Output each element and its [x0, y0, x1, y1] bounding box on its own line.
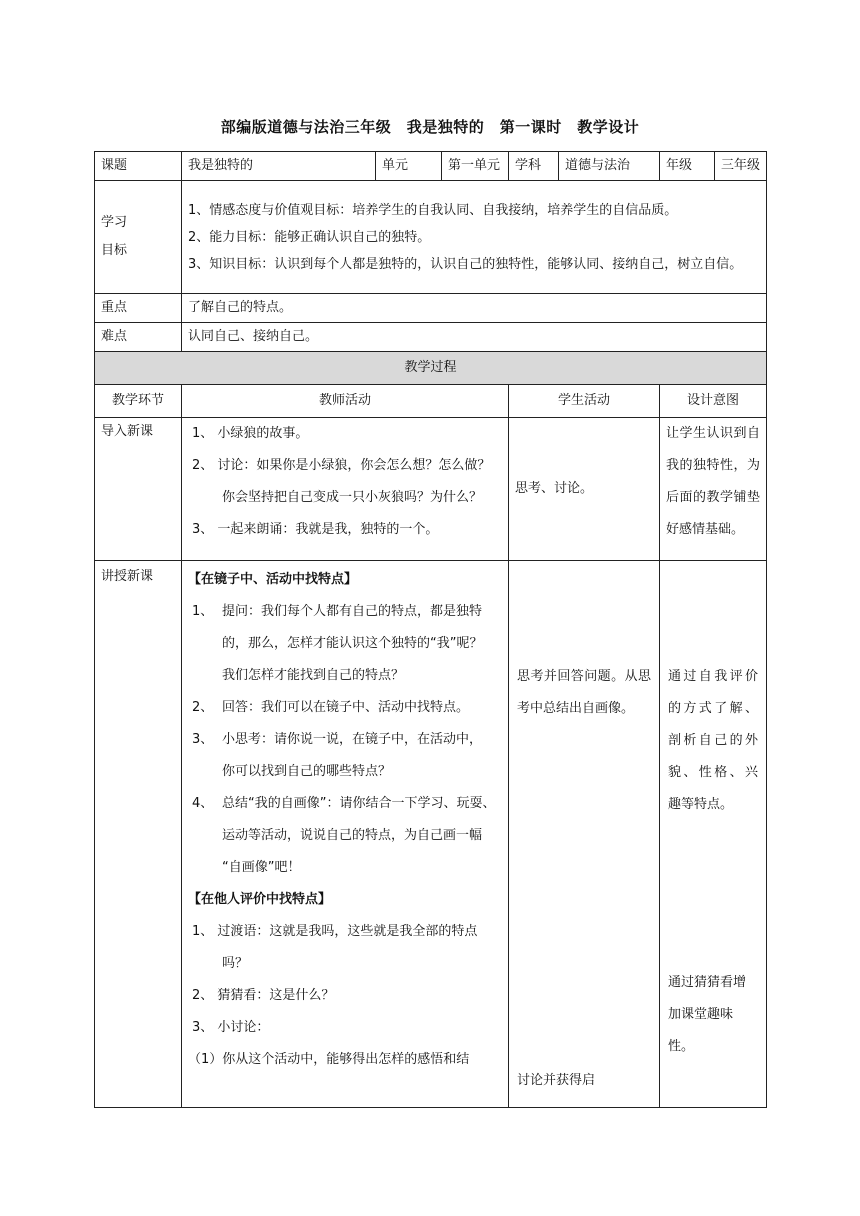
intro-item: 3、 一起来朗诵：我就是我，独特的一个。: [192, 522, 439, 537]
item-number: 3、: [192, 732, 214, 747]
item-text: 回答：我们可以在镜子中、活动中找特点。: [222, 700, 470, 715]
lesson-label: 课题: [95, 152, 182, 181]
info-row: [95, 152, 767, 181]
item-text: 总结“我的自画像”：请你结合一下学习、玩耍、: [222, 796, 496, 811]
item-number: 2、: [192, 700, 214, 715]
teach-design-text1: 通过自我评价的方式了解、剖析自己的外貌、性格、兴趣等特点。: [668, 669, 758, 812]
item-text: 提问：我们每个人都有自己的特点，都是独特: [222, 604, 483, 619]
goal-item: 1、情感态度与价值观目标：培养学生的自我认同、自我接纳，培养学生的自信品质。: [188, 202, 678, 218]
intro-item: 1、 小绿狼的故事。: [192, 426, 309, 441]
key-point-row: [95, 294, 767, 323]
teach-item: 3、 小讨论：: [192, 1020, 270, 1035]
section-heading: 【在他人评价中找特点】: [188, 892, 332, 907]
intro-student: 思考、讨论。: [509, 418, 660, 561]
teach-item: [188, 692, 502, 724]
goals-row: [95, 181, 767, 294]
grade-label: 年级: [660, 152, 715, 181]
subject-label: 学科: [509, 152, 559, 181]
lesson-value: 我是独特的: [182, 152, 376, 181]
teach-design-text2: 通过猜猜看增加课堂趣味性。: [668, 975, 747, 1054]
grade-value: 三年级: [715, 152, 767, 181]
intro-row: [95, 418, 767, 561]
teach-student-text2: 讨论并获得启: [517, 1073, 596, 1088]
teach-item: [188, 596, 502, 628]
teach-item-cont: 你可以找到自己的哪些特点？: [222, 764, 392, 779]
process-heading-row: [95, 352, 767, 385]
intro-teacher: [182, 418, 509, 561]
teach-item: [188, 724, 502, 756]
teach-item: 2、 猜猜看：这是什么？: [192, 988, 335, 1003]
col-design: 设计意图: [660, 385, 767, 418]
process-columns-row: [95, 385, 767, 418]
intro-item-cont: 你会坚持把自己变成一只小灰狼吗？为什么？: [222, 490, 483, 505]
process-heading: 教学过程: [95, 352, 767, 385]
teach-item-cont: 我们怎样才能找到自己的特点？: [222, 668, 405, 683]
key-point-value: 了解自己的特点。: [182, 294, 767, 323]
item-number: 4、: [192, 796, 214, 811]
teach-design: [660, 561, 767, 1108]
teach-item: [188, 788, 502, 820]
col-student: 学生活动: [509, 385, 660, 418]
teach-item-cont: “自画像”吧！: [222, 860, 301, 875]
teach-item-cont: 的，那么，怎样才能认识这个独特的“我”呢？: [222, 636, 483, 651]
teach-student-text1: 思考并回答问题。从思考中总结出自画像。: [517, 669, 651, 716]
section-heading: 【在镜子中、活动中找特点】: [188, 572, 358, 587]
unit-label: 单元: [376, 152, 442, 181]
teach-item: （1）你从这个活动中，能够得出怎样的感悟和结: [188, 1052, 470, 1067]
goal-item: 2、能力目标：能够正确认识自己的独特。: [188, 229, 431, 245]
intro-item: 2、 讨论：如果你是小绿狼，你会怎么想？怎么做？: [192, 458, 491, 473]
goals-label-line2: 目标: [101, 243, 128, 258]
unit-value: 第一单元: [442, 152, 509, 181]
teach-row: [95, 561, 767, 1108]
goals-content: [182, 181, 767, 294]
teach-item-cont: 吗？: [222, 956, 249, 971]
teach-student: [509, 561, 660, 1108]
item-text: 小思考：请你说一说，在镜子中，在活动中，: [222, 732, 483, 747]
intro-design: 让学生认识到自我的独特性，为后面的教学铺垫好感情基础。: [660, 418, 767, 561]
teach-stage: 讲授新课: [95, 561, 182, 1108]
difficulty-value: 认同自己、接纳自己。: [182, 323, 767, 352]
subject-value: 道德与法治: [559, 152, 660, 181]
teach-teacher: [182, 561, 509, 1108]
teach-item-cont: 运动等活动，说说自己的特点，为自己画一幅: [222, 828, 483, 843]
page-title: 部编版道德与法治三年级 我是独特的 第一课时 教学设计: [220, 118, 640, 136]
col-teacher: 教师活动: [182, 385, 509, 418]
difficulty-label: 难点: [95, 323, 182, 352]
teach-item: 1、 过渡语：这就是我吗，这些就是我全部的特点: [192, 924, 478, 939]
key-point-label: 重点: [95, 294, 182, 323]
difficulty-row: [95, 323, 767, 352]
lesson-plan-table: [94, 151, 767, 1108]
goal-item: 3、知识目标：认识到每个人都是独特的，认识自己的独特性，能够认同、接纳自己，树立自信。: [188, 256, 743, 272]
goals-label-line1: 学习: [101, 215, 128, 230]
intro-stage: 导入新课: [95, 418, 182, 561]
item-number: 1、: [192, 604, 214, 619]
col-stage: 教学环节: [95, 385, 182, 418]
goals-label: [95, 181, 182, 294]
